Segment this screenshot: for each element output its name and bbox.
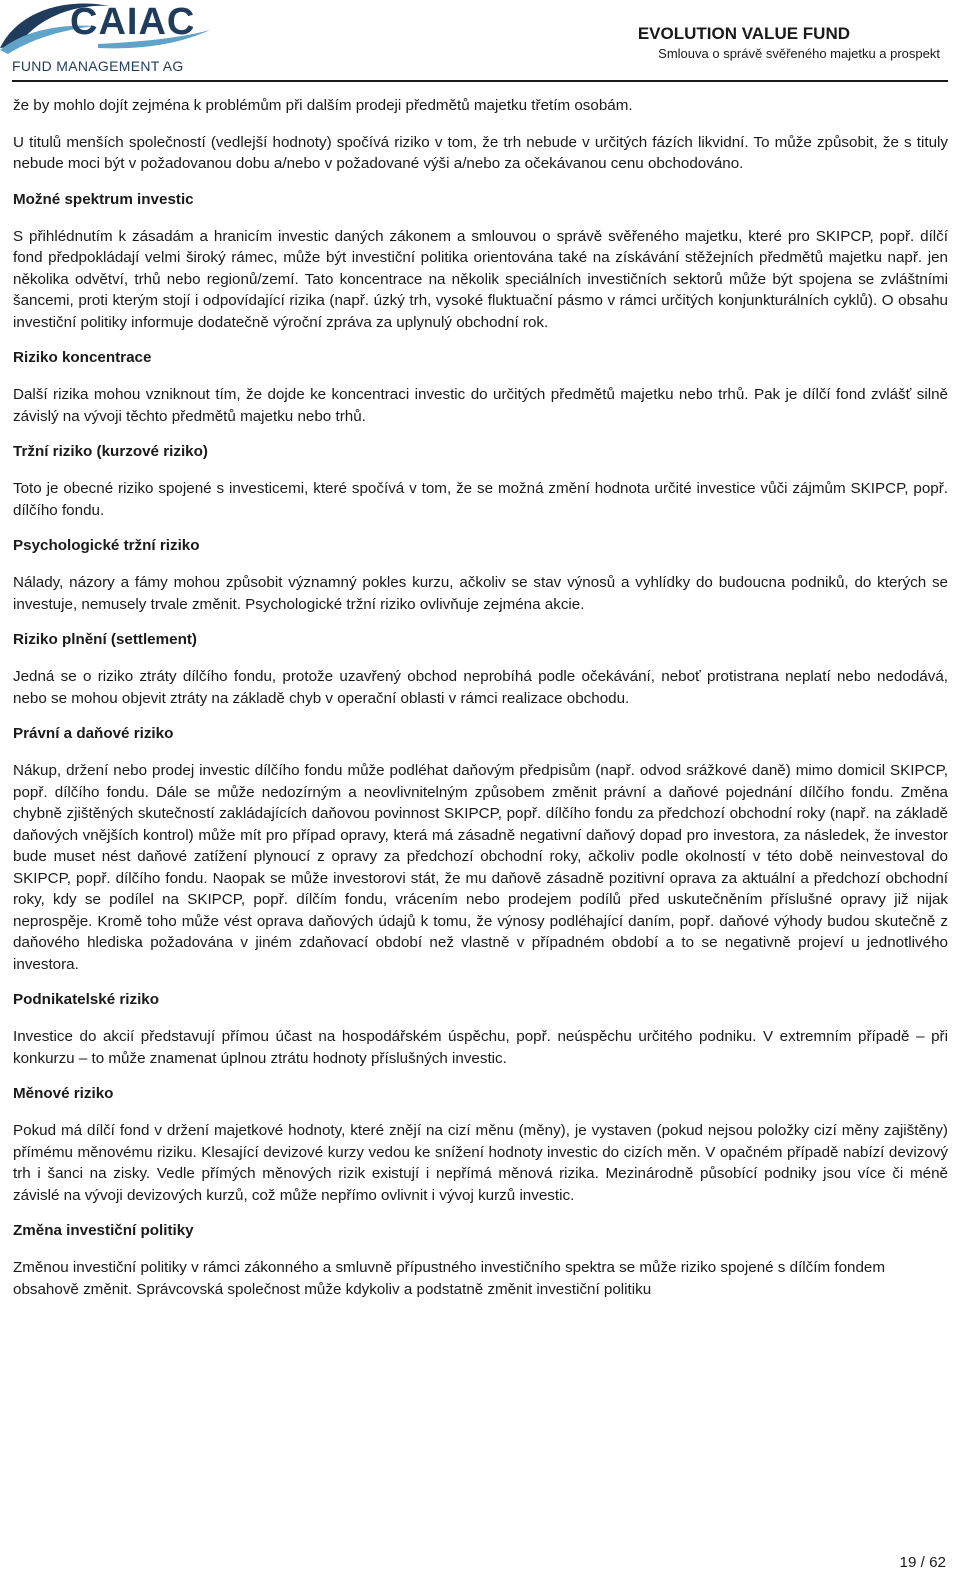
paragraph: S přihlédnutím k zásadám a hranicím investic daných zákonem a smlouvou o správě svěřeného majetku, které pro SKIPCP, popř. dílčí fond předpokládají velmi široký rámec, může být investiční politika orientována také na získávání stěžejních předmětů majetku např. jen několika odvětví, trhů nebo regionů/zemí. Tato koncentrace na několik speciálních investičních sektorů může být spojena se zvláštními šancemi, proti kterým stojí i odpovídající rizika (např. úzký trh, vysoké fluktuační pásmo v rámci určitých konjunkturálních cyklů). O obsahu investiční politiky informuje dodatečně výroční zpráva za uplynulý obchodní rok. (13, 227, 948, 331)
document-subtitle: Smlouva o správě svěřeného majetku a prospekt (658, 46, 940, 61)
paragraph: Nákup, držení nebo prodej investic dílčího fondu může podléhat daňovým předpisům (např. odvod srážkové daně) mimo domicil SKIPCP, popř. dílčího fondu. Dále se může nedozírným a neovlivnitelným způsobem změnit právní a daňové pojednání dílčího fondu. Změna chybně zjištěných skutečností zakládajících daňovou povinnost SKIPCP, popř. dílčího fondu za předchozí obchodní roky (např. na základě daňových vnějších kontrol) může mít pro případ opravy, která má zásadně negativní daňový dopad pro investora, za následek, že investor bude muset nést daňové zatížení plynoucí z opravy za předchozí obchodní roky, ačkoliv podle okolností v této době neinvestoval do SKIPCP, popř. dílčího fondu. Naopak se může investorovi stát, že mu daňově zásadně pozitivní oprava za aktuální a předchozí obchodní roky, kdy se podílel na SKIPCP, popř. dílčím fondu, vrácením nebo prodejem podílů před uskutečněním příslušné opravy již nijak neprospěje. Kromě toho může vést oprava daňových údajů k tomu, že výnosy podléhající daním, popř. daňové výhody budou skutečně z daňového hlediska požadována v jiném zdaňovací období než vlastně v případném období a to se negativně projeví u jednotlivého investora. (13, 762, 948, 973)
section-heading: Možné spektrum investic (13, 190, 194, 208)
logo-wordmark: CAIAC (70, 1, 196, 43)
section-heading: Podnikatelské riziko (13, 991, 160, 1008)
section-heading: Změna investiční politiky (13, 1222, 194, 1239)
paragraph: Změnou investiční politiky v rámci zákonného a smluvně přípustného investičního spektra se může riziko spojené s dílčím fondem obsahově změnit. Správcovská společnost může kdykoliv a podstatně změnit investiční politiku (13, 1259, 886, 1298)
paragraph: Investice do akcií představují přímou účast na hospodářském úspěchu, popř. neúspěchu určitého podniku. V extremním případě – při konkurzu – to může znamenat úplnou ztrátu hodnoty příslušných investic. (13, 1028, 948, 1067)
caiac-logo (0, 0, 215, 78)
header-divider (12, 80, 948, 82)
paragraph: Jedná se o riziko ztráty dílčího fondu, protože uzavřený obchod neprobíhá podle očekávání, neboť protistrana neplatí nebo nedodává, nebo se mohou objevit ztráty na základě chyb v operační oblasti v rámci realizace obchodu. (13, 668, 948, 707)
section-heading: Riziko koncentrace (13, 349, 152, 366)
section-heading: Měnové riziko (13, 1085, 114, 1102)
fund-title: EVOLUTION VALUE FUND (637, 24, 850, 43)
paragraph: Pokud má dílčí fond v držení majetkové hodnoty, které znějí na cizí měnu (měny), je vystaven (pokud nejsou položky cizí měny zajištěny) přímému měnovému riziku. Klesající devizové kurzy vedou ke snížení hodnoty investic do cizích měn. V opačném případě nabízí devizový trh i šanci na zisky. Vedle přímých měnových rizik existují i nepřímá měnová rizika. Mezinárodně působící podniky jsou více či méně závislé na vývoji devizových kurzů, což může nepřímo ovlivnit i vývoj kurzů investic. (13, 1122, 948, 1204)
paragraph: Nálady, názory a fámy mohou způsobit významný pokles kurzu, ačkoliv se stav výnosů a vyhlídky do budoucna podniků, do kterých se investuje, nemusely trvale změnit. Psychologické tržní riziko ovlivňuje zejména akcie. (13, 574, 948, 613)
paragraph: Další rizika mohou vzniknout tím, že dojde ke koncentraci investic do určitých předmětů majetku nebo trhů. Pak je dílčí fond zvlášť silně závislý na vývoji těchto předmětů majetku nebo trhů. (13, 386, 948, 425)
section-heading: Tržní riziko (kurzové riziko) (13, 443, 208, 460)
logo-subtitle: FUND MANAGEMENT AG (12, 58, 184, 74)
page-header (0, 0, 960, 80)
paragraph: Toto je obecné riziko spojené s investicemi, které spočívá v tom, že se možná změní hodnota určité investice vůči zájmům SKIPCP, popř. dílčího fondu. (13, 480, 948, 519)
document-body (13, 95, 948, 1315)
paragraph: že by mohlo dojít zejména k problémům při dalším prodeji předmětů majetku třetím osobám. (13, 97, 633, 114)
section-heading: Riziko plnění (settlement) (13, 631, 197, 648)
paragraph: U titulů menších společností (vedlejší hodnoty) spočívá riziko v tom, že trh nebude v určitých fázích likvidní. To může způsobit, že s tituly nebude moci být v požadovanou dobu a/nebo v požadované výši a/nebo za očekávanou cenu obchodováno. (13, 133, 948, 172)
section-heading: Právní a daňové riziko (13, 725, 174, 742)
page-number: 19 / 62 (899, 1554, 946, 1571)
section-heading: Psychologické tržní riziko (13, 537, 200, 554)
